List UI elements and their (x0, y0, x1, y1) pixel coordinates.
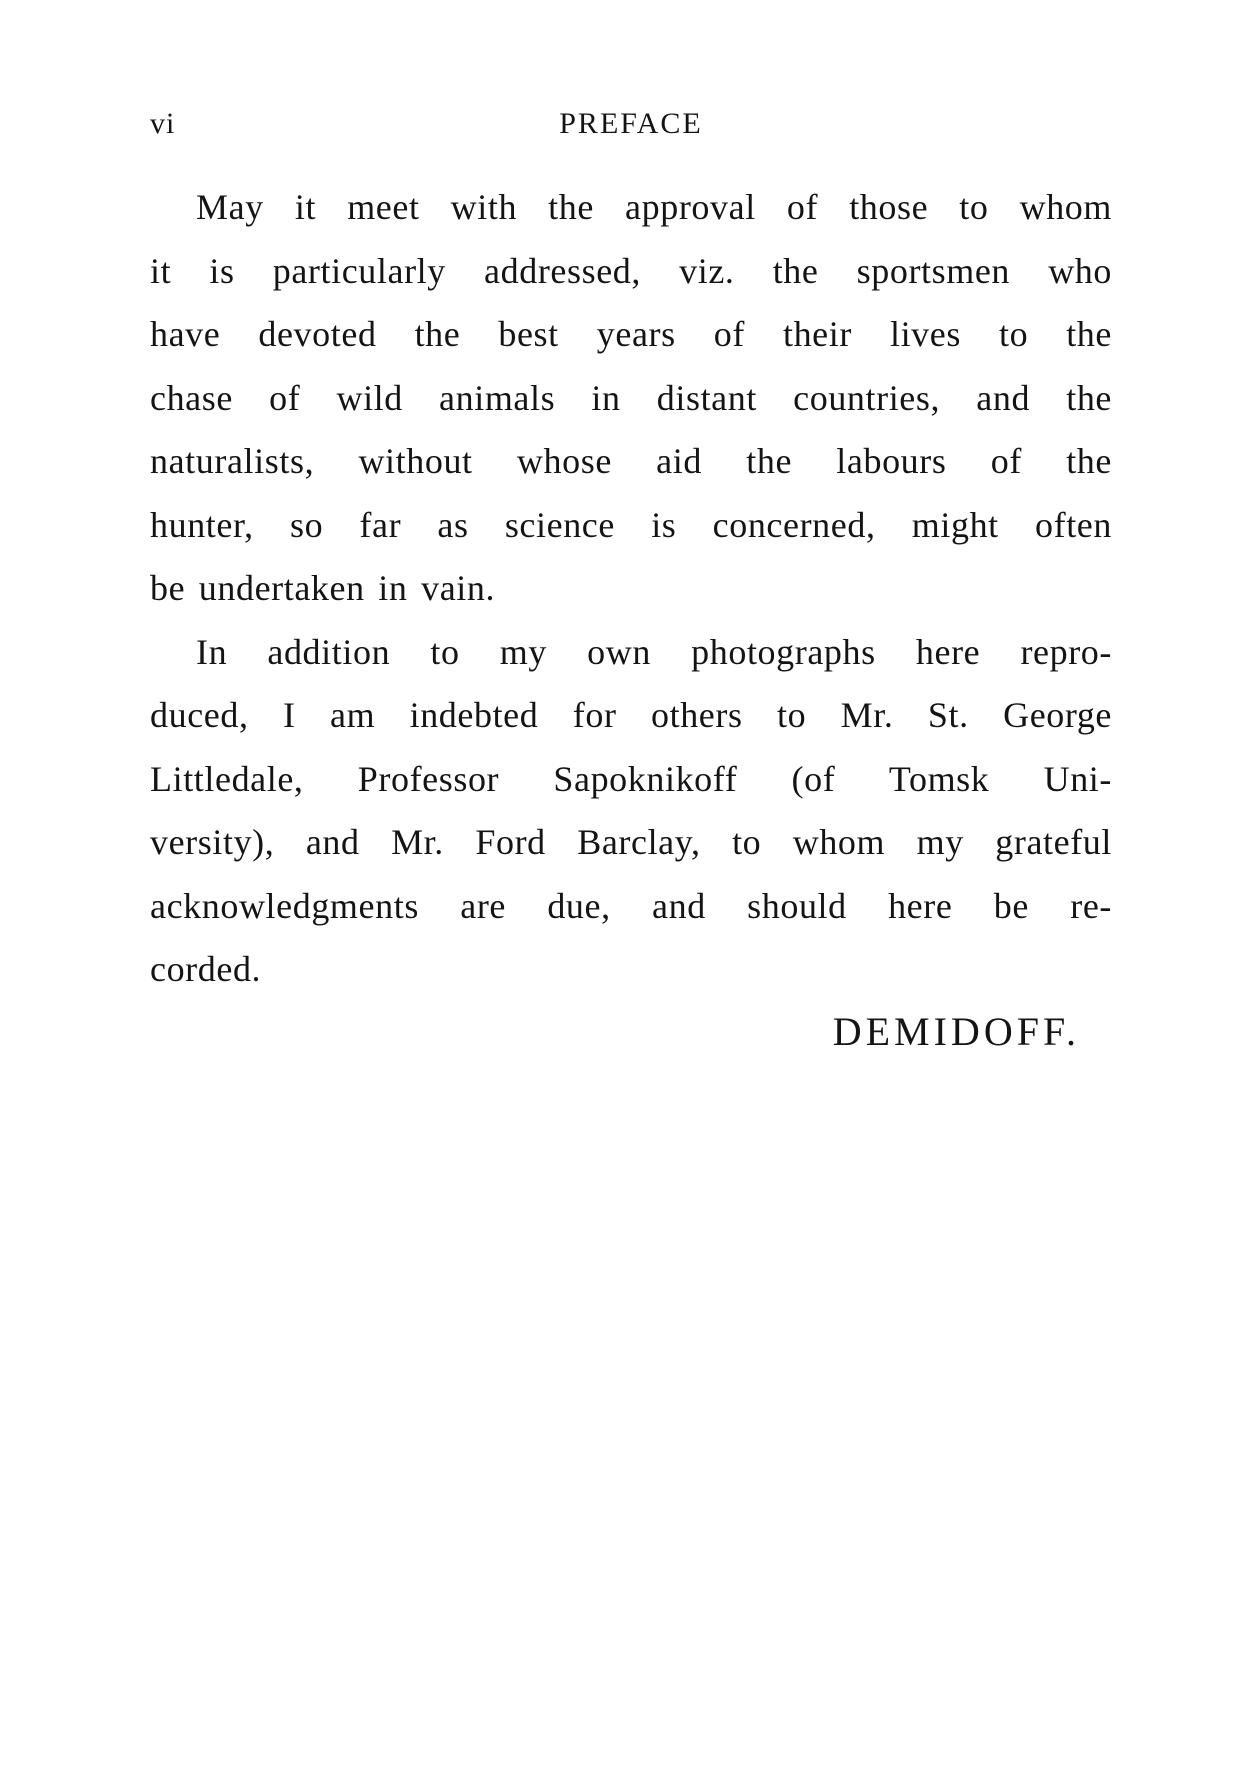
author-signature: DEMIDOFF. (832, 1009, 1080, 1054)
paragraph-2-line-1: In addition to my own photographs here repro- (196, 631, 1112, 672)
paragraph-2-line-2: duced, I am indebted for others to Mr. St. George (150, 695, 1112, 735)
paragraph-2-line-6: corded. (150, 949, 262, 989)
paragraph-1-line-1: May it meet with the approval of those to whom (196, 187, 1112, 227)
paragraph-1-line-7: be undertaken in vain. (150, 568, 496, 608)
running-title: PREFACE (559, 107, 703, 140)
paragraph-2-line-5: acknowledgments are due, and should here be re- (150, 885, 1112, 926)
running-head (150, 104, 1112, 144)
paragraph-1-line-4: chase of wild animals in distant countries, and the (150, 377, 1112, 418)
paragraph-1-line-2: it is particularly addressed, viz. the sportsmen who (150, 250, 1112, 291)
paragraph-2-line-4: versity), and Mr. Ford Barclay, to whom my grateful (150, 822, 1112, 862)
paragraph-1-line-3: have devoted the best years of their lives to the (150, 314, 1112, 354)
page-number: vi (150, 107, 176, 140)
preface-body (150, 176, 1112, 1002)
paragraph-1-line-5: naturalists, without whose aid the labours of the (150, 441, 1112, 481)
paragraph-1-line-6: hunter, so far as science is concerned, might often (150, 504, 1112, 545)
paragraph-2-line-3: Littledale, Professor Sapoknikoff (of Tomsk Uni- (150, 758, 1112, 799)
